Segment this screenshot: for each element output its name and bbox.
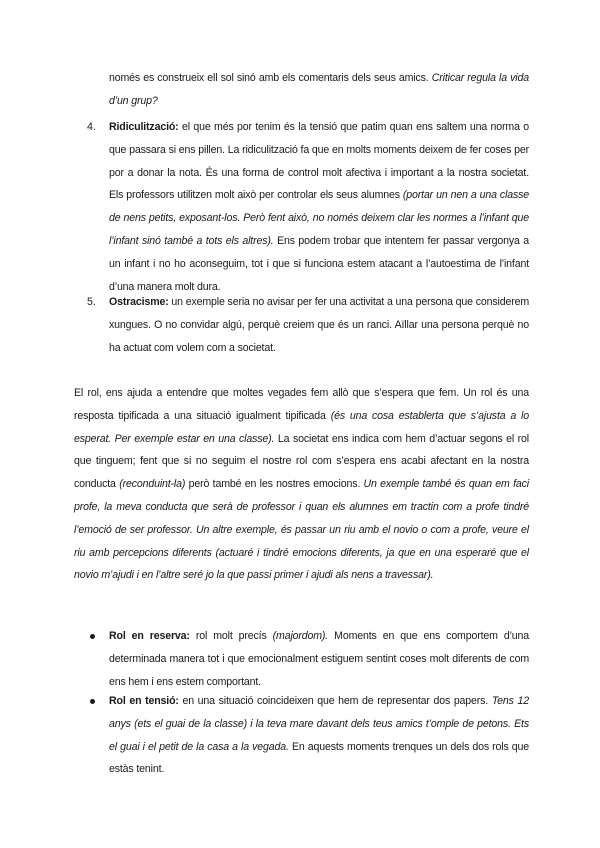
bullet-rol-en-tensio: Rol en tensió: en una situació coincideixen que hem de representar dos papers. Tens 12 anys (ets el guai de la classe) i la teva mare davant dels teus amics t’omple de petons. Ets el guai i el petit de la casa a la vegada. En aquests moments trenques un dels dos rols que estàs tenint. (109, 690, 529, 781)
term-ridiculitzacio: Ridiculització: (109, 121, 179, 133)
list-item-ridiculitzacio: 4. Ridiculització: el que més por tenim és la tensió que patim quan ens saltem una norma o que passara si ens pillen. La ridiculització fa que en molts moments deixem de fer coses per por a donar la nota. És una forma de control molt afectiva i important a la nostra societat. Els professors utilitzen molt això per controlar els seus alumnes (portar un nen a una classe de nens petits, exposant-los. Però fent això, no només deixem clar les normes a l’infant que l’infant sinó també a tots els altres). Ens podem trobar que intentem fer passar vergonya a un infant i no ho aconseguim, tot i que si funciona estem atacant a l’autoestima de l’infant d’una manera molt dura. (109, 116, 529, 298)
continuation-paragraph: només es construeix ell sol sinó amb els comentaris dels seus amics. Criticar regula la vida d’un grup? (109, 72, 529, 107)
term-rol-en-tensio: Rol en tensió: (109, 695, 179, 707)
list-item-ostracisme: 5. Ostracisme: un exemple seria no avisar per fer una activitat a una persona que considerem xungues. O no convidar algú, perquè creiem que és un ranci. Aïllar una persona perquè no ha actuat com volem com a societat. (109, 291, 529, 359)
rol-paragraph: El rol, ens ajuda a entendre que moltes vegades fem allò que s’espera que fem. Un rol és una resposta tipificada a una situació igualment tipificada (és una cosa establerta que s’ajusta a lo esperat. Per exemple estar en una classe). La societat ens indica com hem d’actuar segons el rol que tinguem; fent que si no seguim el nostre rol com s’espera ens acabi afectant en la nostra conducta (reconduint-la) però també en les nostres emocions. Un exemple també és quan em faci profe, la meva conducta que serà de professor i quan els alumnes em tractin com a profe tindré l’emoció de ser professor. Un altre exemple, és passar un riu amb el novio o com a profe, veure el riu amb percepcions diferents (actuaré i tindré emocions diferents, ja que en una esperaré que el novio m’ajudi i en l’altre seré jo la que passi primer i ajudi als nens a travessar). (74, 387, 529, 582)
term-ostracisme: Ostracisme: (109, 296, 169, 308)
term-rol-en-reserva: Rol en reserva: (109, 630, 190, 642)
bullet-rol-en-reserva: Rol en reserva: rol molt precís (majordom). Moments en que ens comportem d’una determinada manera tot i que emocionalment estiguem sentint coses molt diferents de com ens hem i ens estem comportant. (109, 625, 529, 693)
bullet-icon (90, 634, 95, 639)
list-number: 4. (87, 121, 96, 133)
list-number: 5. (87, 296, 96, 308)
bullet-icon (90, 699, 95, 704)
